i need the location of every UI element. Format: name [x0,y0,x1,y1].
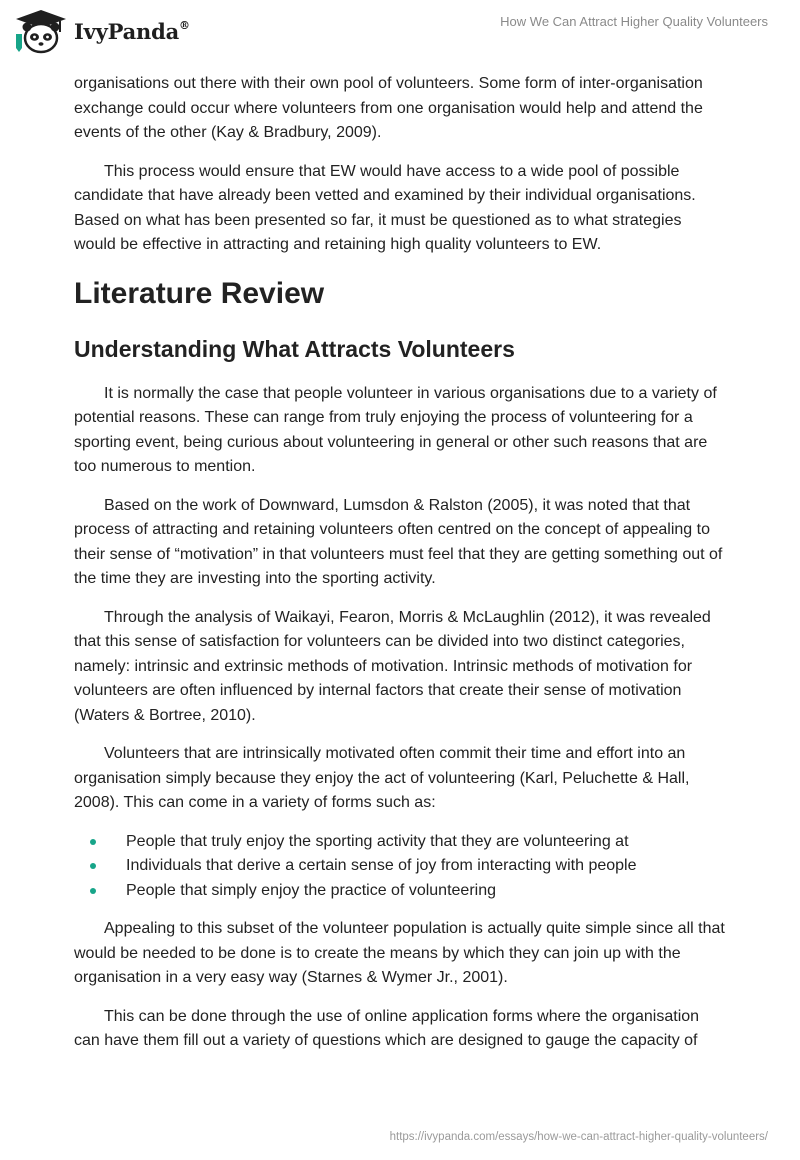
page-header [0,0,800,70]
bullet-dot-icon [90,863,96,869]
list-item: Individuals that derive a certain sense of joy from interacting with people [74,854,726,879]
paragraph: Volunteers that are intrinsically motivated often commit their time and effort into an organisation simply because they enjoy the act of volunteering (Karl, Peluchette & Hall, 2008). This can come in a variety of forms such as: [74,745,690,811]
bullet-dot-icon [90,839,96,845]
paragraph: This can be done through the use of online application forms where the organisation can have them fill out a variety of questions which are designed to gauge the capacity of [74,1007,700,1049]
essay-content [74,72,726,1068]
list-item: People that simply enjoy the practice of volunteering [74,879,726,904]
paragraph: Through the analysis of Waikayi, Fearon, Morris & McLaughlin (2012), it was revealed that this sense of satisfaction for volunteers can be divided into two distinct categories, namely: intrinsic and extrinsic methods of motivation. Intrinsic methods of motivation for volunteers are often influenced by internal factors that create their sense of motivation (Waters & Bortree, 2010). [74,608,711,724]
ivypanda-logo[interactable] [14,8,190,54]
paragraph: Appealing to this subset of the volunteer population is actually quite simple since all that would be needed to be done is to create the means by which they can join up with the organisation in a very easy way (Starnes & Wymer Jr., 2001). [74,920,725,986]
paragraph: This process would ensure that EW would have access to a wide pool of possible candidate that have already been vetted and examined by their individual organisations. Based on what has been presented so far, it must be questioned as to what strategies would be effective in attracting and retaining high quality volunteers to EW. [74,162,696,253]
document-title: How We Can Attract Higher Quality Volunteers [500,14,768,29]
brand-name: IvyPanda® [74,18,190,44]
panda-graduate-icon [14,8,68,54]
section-heading: Literature Review [74,276,325,310]
source-url[interactable]: https://ivypanda.com/essays/how-we-can-attract-higher-quality-volunteers/ [389,1131,768,1143]
paragraph: organisations out there with their own pool of volunteers. Some form of inter-organisation exchange could occur where volunteers from one organisation would help and attend the events of the other (Kay & Bradbury, 2009). [74,75,703,141]
paragraph: It is normally the case that people volunteer in various organisations due to a variety of potential reasons. These can range from truly enjoying the process of volunteering for a sporting event, being curious about volunteering in general or other such reasons that are too numerous to mention. [74,384,717,475]
motivation-list [74,830,726,904]
subsection-heading: Understanding What Attracts Volunteers [74,335,515,362]
list-item: People that truly enjoy the sporting activity that they are volunteering at [74,830,726,855]
paragraph: Based on the work of Downward, Lumsdon & Ralston (2005), it was noted that that process of attracting and retaining volunteers often centred on the concept of appealing to their sense of “motivation” in that volunteers must feel that they are getting something out of the time they are investing into the sporting activity. [74,496,723,587]
bullet-dot-icon [90,888,96,894]
